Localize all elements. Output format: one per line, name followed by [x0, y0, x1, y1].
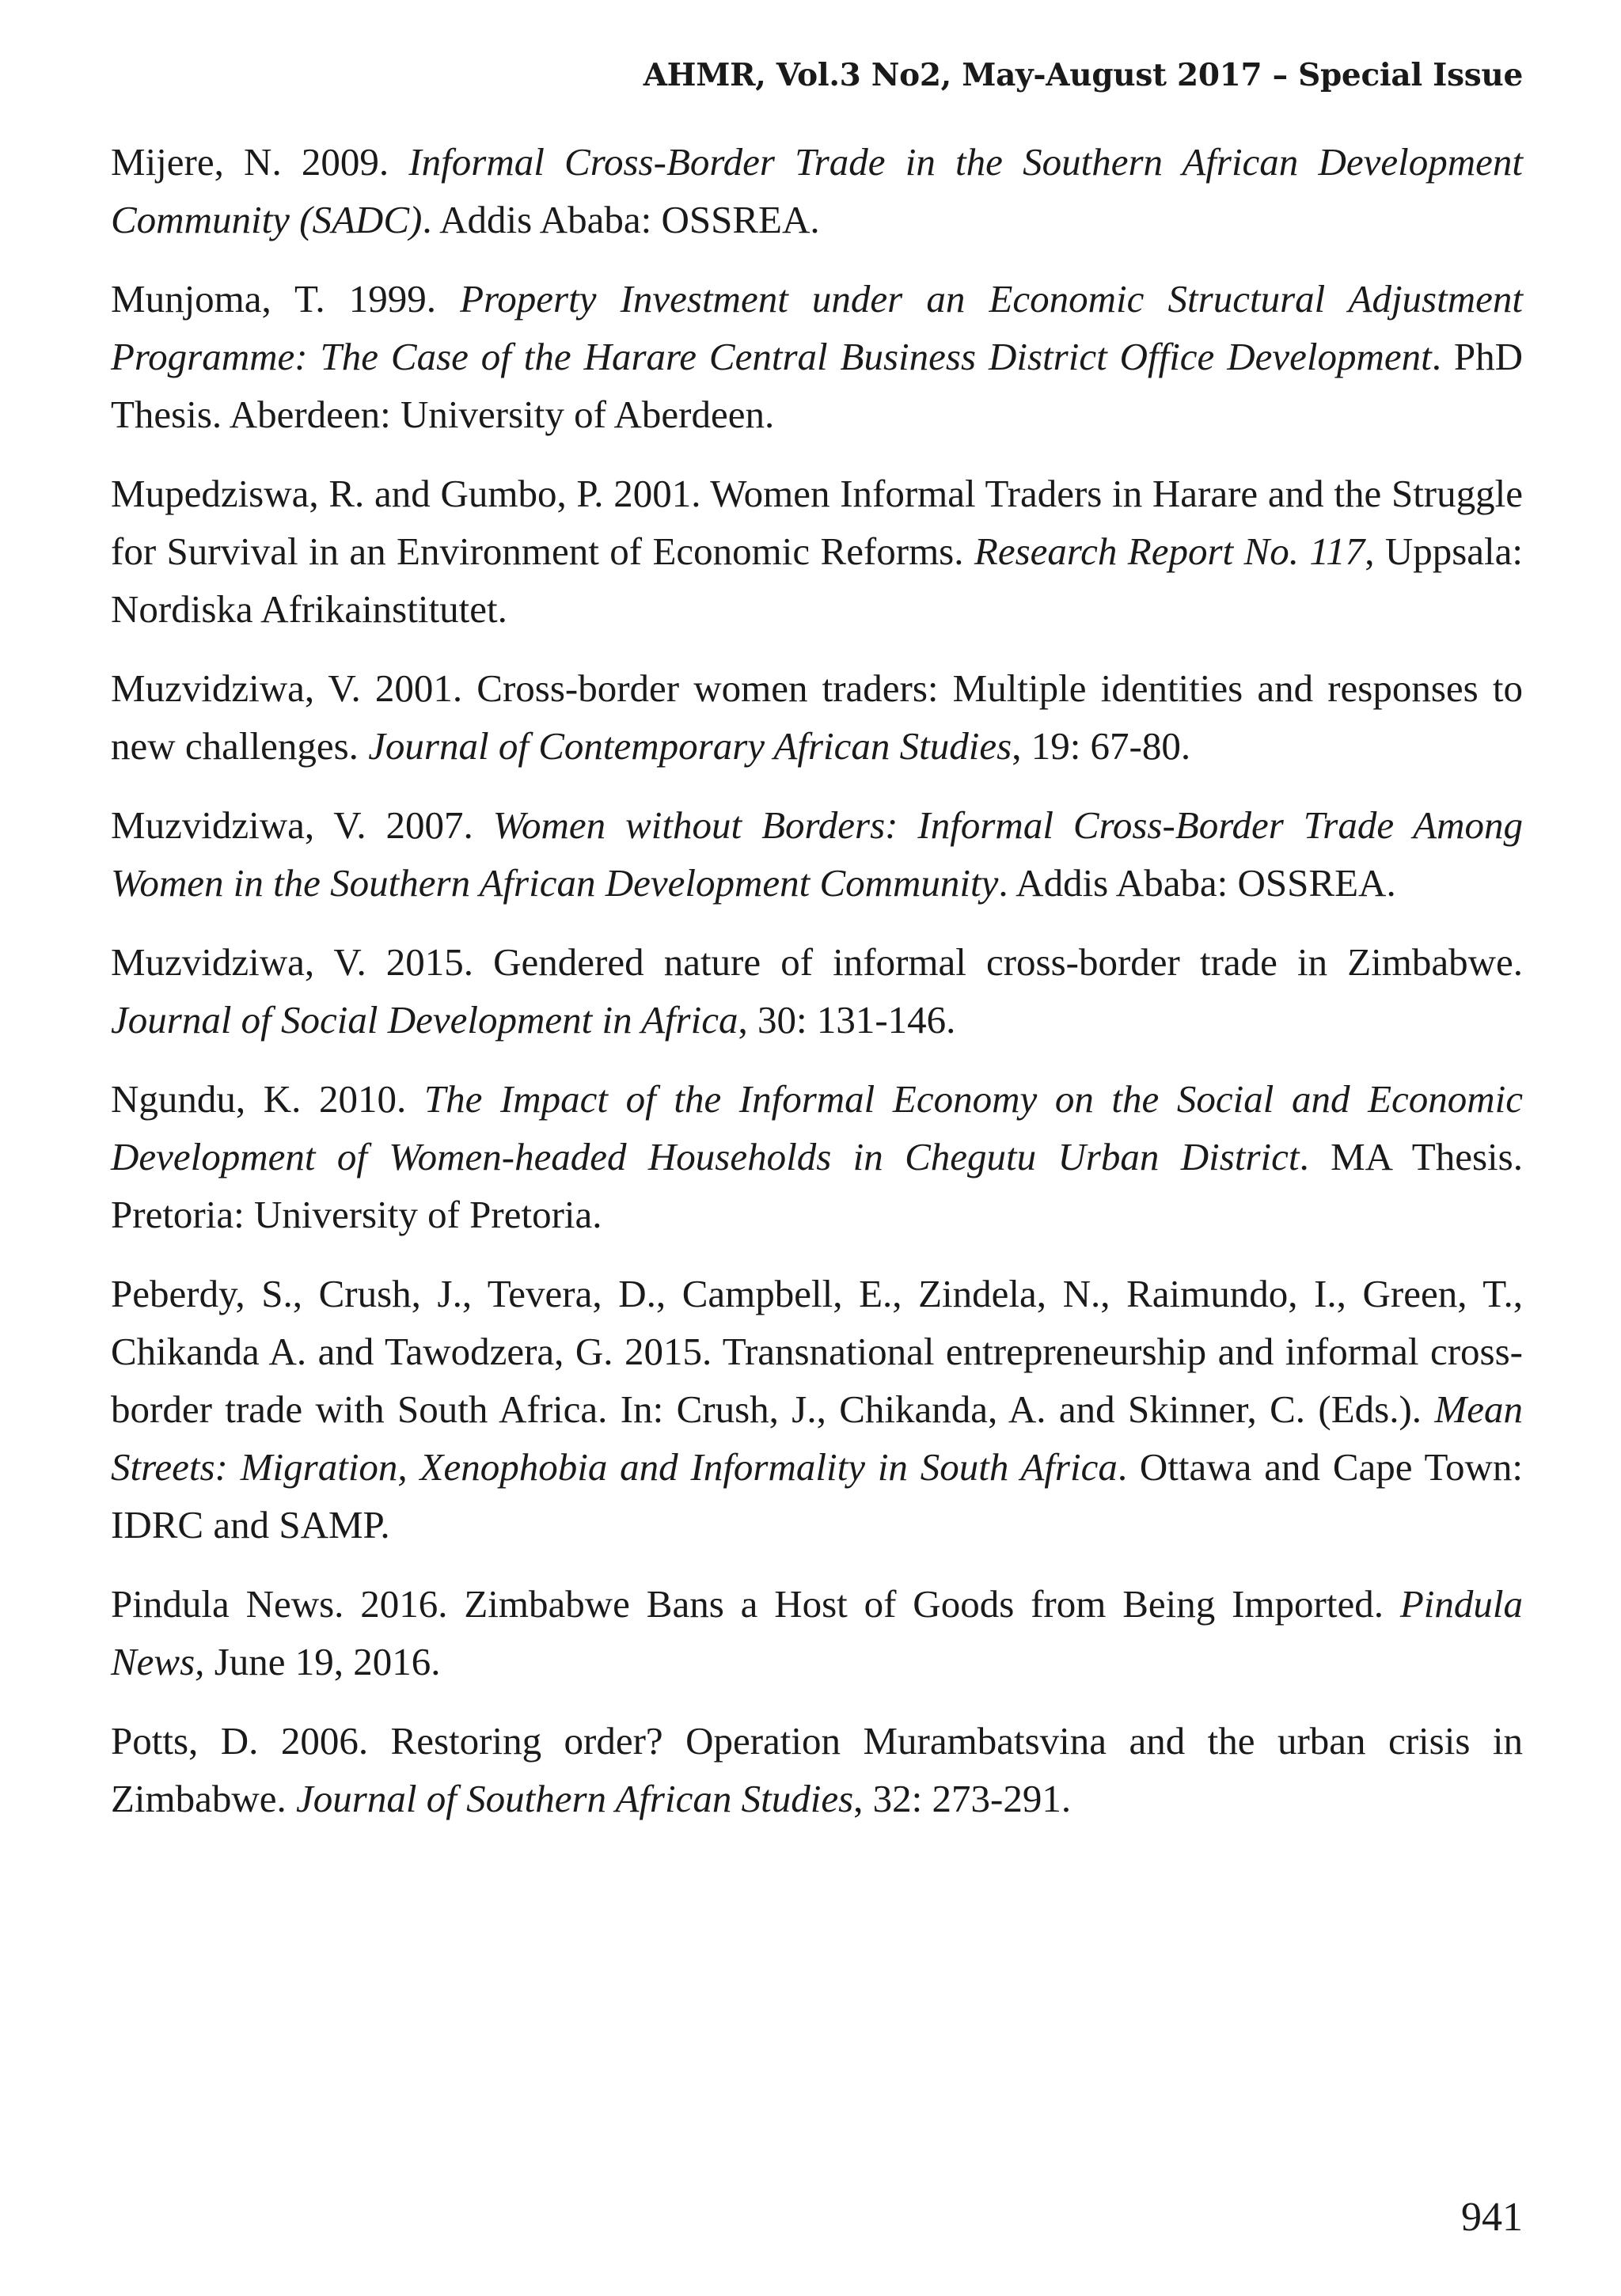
reference-text: , Uppsala: Nordiska Afrikainstitutet. — [111, 529, 1523, 631]
reference-text: . Addis Ababa: OSSREA. — [998, 861, 1396, 905]
reference-text: , 19: 67-80. — [1012, 724, 1191, 768]
reference-entry — [111, 1070, 1523, 1243]
reference-italic-title: Pindula News, — [111, 1582, 1523, 1683]
reference-text: , 32: 273-291. — [853, 1777, 1072, 1820]
reference-italic-title: Research Report No. 117 — [974, 529, 1365, 573]
reference-entry — [111, 1712, 1523, 1827]
reference-entry — [111, 796, 1523, 912]
reference-text: Pindula News. 2016. Zimbabwe Bans a Host of Goods from Being Imported. — [111, 1582, 1400, 1626]
reference-text: Munjoma, T. 1999. — [111, 277, 461, 321]
reference-text: Peberdy, S., Crush, J., Tevera, D., Campbell, E., Zindela, N., Raimundo, I., Green, T., Chikanda A. and Tawodzera, G. 2015. Transnational entrepreneurship and informal cross-border trade with South Africa. In: Crush, J., Chikanda, A. and Skinner, C. (Eds.). — [111, 1272, 1523, 1431]
reference-entry — [111, 1575, 1523, 1691]
reference-text: Muzvidziwa, V. 2007. — [111, 803, 493, 847]
reference-text: Mijere, N. 2009. — [111, 140, 409, 184]
reference-italic-title: Journal of Social Development in Africa — [111, 998, 738, 1042]
reference-text: Mupedziswa, R. and Gumbo, P. 2001. Women Informal Traders in Harare and the Struggle for Survival in an Environment of Economic Reforms. — [111, 472, 1523, 573]
reference-text: , 30: 131-146. — [738, 998, 956, 1042]
reference-text: . MA Thesis. Pretoria: University of Pretoria. — [111, 1135, 1523, 1236]
reference-entry — [111, 133, 1523, 249]
reference-italic-title: Informal Cross-Border Trade in the Southern African Development Community (SADC) — [111, 140, 1524, 241]
reference-text: June 19, 2016. — [204, 1640, 441, 1683]
reference-list — [111, 133, 1523, 1849]
reference-text: . Ottawa and Cape Town: IDRC and SAMP. — [111, 1445, 1523, 1546]
reference-entry — [111, 659, 1523, 775]
reference-entry — [111, 465, 1523, 638]
running-header: AHMR, Vol.3 No2, May-August 2017 – Special Issue — [643, 57, 1523, 93]
reference-text: . PhD Thesis. Aberdeen: University of Aberdeen. — [111, 335, 1523, 436]
reference-text: Ngundu, K. 2010. — [111, 1077, 424, 1121]
reference-italic-title: Journal of Southern African Studies — [296, 1777, 854, 1820]
reference-italic-title: Women without Borders: Informal Cross-Border Trade Among Women in the Southern African Development Community — [111, 803, 1523, 905]
reference-entry — [111, 270, 1523, 443]
reference-italic-title: Mean Streets: Migration, Xenophobia and Informality in South Africa — [111, 1387, 1523, 1489]
reference-text: . Addis Ababa: OSSREA. — [422, 198, 820, 241]
reference-text: Muzvidziwa, V. 2001. Cross-border women traders: Multiple identities and responses to new challenges. — [111, 666, 1523, 768]
reference-entry — [111, 933, 1523, 1049]
reference-text: Muzvidziwa, V. 2015. Gendered nature of informal cross-border trade in Zimbabwe. — [111, 940, 1523, 984]
reference-italic-title: Property Investment under an Economic Structural Adjustment Programme: The Case of the Harare Central Business District Office Development — [111, 277, 1523, 378]
reference-italic-title: The Impact of the Informal Economy on the Social and Economic Development of Women-headed Households in Chegutu Urban District — [111, 1077, 1524, 1178]
reference-entry — [111, 1265, 1523, 1554]
reference-text: Potts, D. 2006. Restoring order? Operation Murambatsvina and the urban crisis in Zimbabwe. — [111, 1719, 1523, 1820]
page-number: 941 — [1461, 2195, 1523, 2240]
reference-italic-title: Journal of Contemporary African Studies — [368, 724, 1012, 768]
